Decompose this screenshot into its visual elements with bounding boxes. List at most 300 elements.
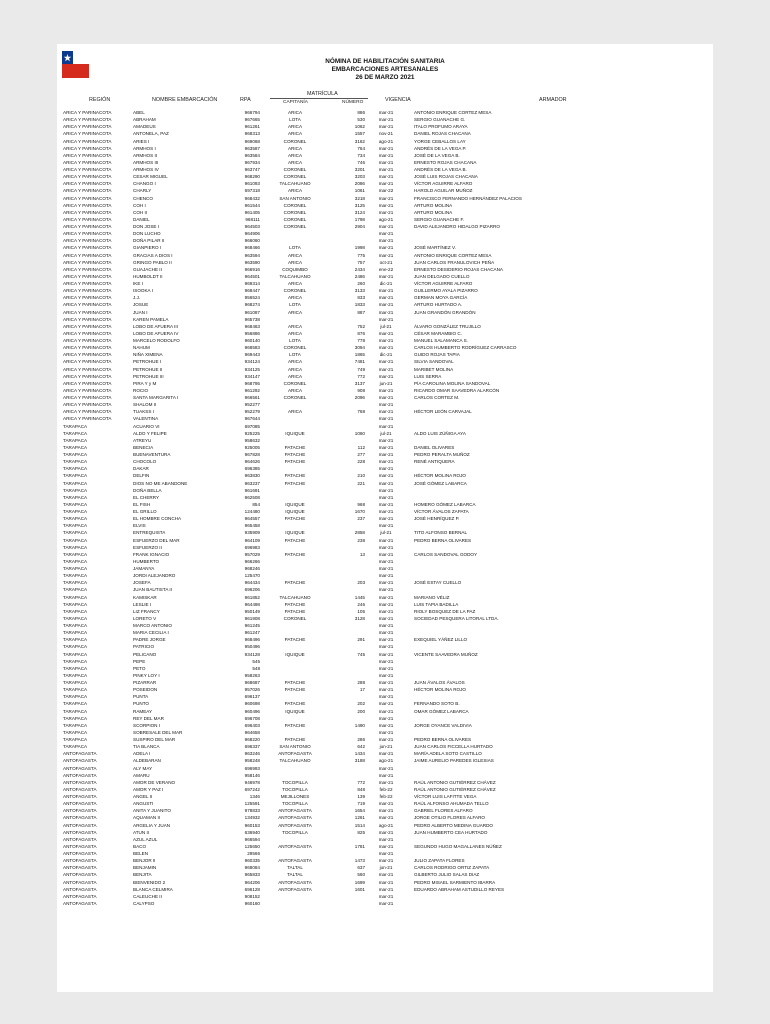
region-cell: ARICA Y PARINACOTA <box>63 245 112 251</box>
capitania-cell: TOCOPILLA <box>282 801 308 807</box>
rpa-cell: 963584 <box>244 152 260 158</box>
numero-cell: 237 <box>357 516 365 522</box>
table-row <box>57 544 713 551</box>
vigencia-cell: jul-21 <box>380 430 392 436</box>
vigencia-cell: mar-21 <box>378 423 394 429</box>
rpa-cell: 958263 <box>244 672 260 678</box>
table-row <box>57 843 713 850</box>
vigencia-cell: mar-21 <box>378 302 394 308</box>
table-row <box>57 601 713 608</box>
region-cell: ARICA Y PARINACOTA <box>63 188 112 194</box>
numero-cell: 1060 <box>354 430 365 436</box>
armador-cell: YORGE CEBALLOS LAY <box>414 138 466 144</box>
table-row <box>57 437 713 444</box>
nombre-cell: ENTREQUISTA <box>133 530 166 536</box>
rpa-cell: 965738 <box>244 316 260 322</box>
capitania-cell: CORONEL <box>283 224 307 229</box>
nombre-cell: ARGELIA Y JUAN <box>133 822 171 828</box>
region-cell: ARICA Y PARINACOTA <box>63 124 112 130</box>
vigencia-cell: mar-21 <box>378 836 394 842</box>
table-row <box>57 323 713 330</box>
armador-cell: HÉCTOR MOLINA ROJO <box>414 687 466 693</box>
numero-cell: 1557 <box>354 131 365 137</box>
table-row <box>57 387 713 394</box>
vigencia-cell: mar-21 <box>378 167 394 172</box>
rpa-cell: 935909 <box>244 530 260 536</box>
region-cell: ARICA Y PARINACOTA <box>63 167 112 172</box>
region-cell: ARICA Y PARINACOTA <box>63 138 112 144</box>
capitania-cell: CORONEL <box>283 202 307 208</box>
region-cell: ARICA Y PARINACOTA <box>63 266 112 272</box>
armador-cell: ERNESTO DESIDERIO ROJAS CHACANA <box>414 266 503 272</box>
vigencia-cell: jul-21 <box>380 323 392 329</box>
rpa-cell: 908152 <box>244 893 260 899</box>
numero-cell: 2086 <box>354 181 365 187</box>
nombre-cell: BIENVENIDO 2 <box>133 879 166 885</box>
table-row <box>57 152 713 159</box>
numero-cell: 2096 <box>354 395 365 400</box>
vigencia-cell: mar-21 <box>378 373 394 379</box>
nombre-cell: IKE I <box>133 281 143 286</box>
rpa-cell: 969314 <box>244 281 260 286</box>
capitania-cell: PATACHE <box>284 452 306 457</box>
nombre-cell: DIOS NO ME ABANDONE <box>133 480 188 486</box>
table-row <box>57 166 713 173</box>
region-cell: ARICA Y PARINACOTA <box>63 131 112 137</box>
table-row <box>57 230 713 237</box>
capitania-cell: ARICA <box>287 366 303 372</box>
vigencia-cell: mar-21 <box>378 665 394 671</box>
rpa-cell: 125591 <box>244 801 260 807</box>
table-row <box>57 487 713 494</box>
numero-cell: 3133 <box>354 288 365 294</box>
rpa-cell: 961544 <box>244 202 260 208</box>
region-cell: TARAPACA <box>63 566 88 571</box>
capitania-cell: LOTA <box>289 302 301 308</box>
armador-cell: PEDRO MISAEL SARMIENTO IBARRA <box>414 879 496 885</box>
rpa-cell: 968583 <box>244 345 260 351</box>
vigencia-cell: mar-21 <box>378 359 394 365</box>
capitania-cell: PATACHE <box>284 537 306 543</box>
vigencia-cell: mar-21 <box>378 701 394 707</box>
nombre-cell: JAMANYA <box>133 566 155 571</box>
rpa-cell: 968687 <box>244 680 260 685</box>
numero-cell: 3218 <box>354 195 365 201</box>
nombre-cell: SOBRESALE DEL MAR <box>133 729 183 735</box>
vigencia-cell: mar-21 <box>378 708 394 714</box>
table-row <box>57 893 713 900</box>
armador-cell: CARLOS RODRIGO ORTIZ ZAPATA <box>414 865 490 871</box>
table-row <box>57 708 713 715</box>
table-row <box>57 686 713 693</box>
nombre-cell: LIZ FRANCY <box>133 608 160 614</box>
nombre-cell: JORDI ALEJANDRO <box>133 573 176 579</box>
rpa-cell: 967665 <box>244 117 260 123</box>
nombre-cell: ABRAHAM <box>133 117 156 123</box>
nombre-cell: DON JOSE I <box>133 224 160 229</box>
rpa-cell: 134932 <box>244 815 260 821</box>
region-cell: ARICA Y PARINACOTA <box>63 259 112 265</box>
armador-cell: MARIBET MOLINA <box>414 366 454 372</box>
armador-cell: FRANCISCO FERNANDO HERNÁNDEZ PALACIOS <box>414 195 522 201</box>
table-row <box>57 757 713 764</box>
rpa-cell: 950496 <box>244 644 260 650</box>
armador-cell: MANUEL SALAMANCA S. <box>414 338 468 343</box>
nombre-cell: PADRE JORGE <box>133 637 166 643</box>
table-row <box>57 216 713 223</box>
armador-cell: JUAN HUMBERTO CEA HURTADO <box>414 829 488 835</box>
vigencia-cell: mar-21 <box>378 516 394 522</box>
table-row <box>57 480 713 487</box>
table-row <box>57 572 713 579</box>
nombre-cell: ARMHOS IV <box>133 167 159 172</box>
nombre-cell: COH I <box>133 202 146 208</box>
table-row <box>57 380 713 387</box>
table-row <box>57 394 713 401</box>
rpa-cell: 125650 <box>244 843 260 849</box>
vigencia-cell: mar-21 <box>378 580 394 586</box>
armador-cell: RAÚL ANTONIO GUTIÉRREZ CHÁVEZ <box>414 779 496 785</box>
rpa-cell: 961691 <box>244 487 260 493</box>
rpa-cell: 696128 <box>244 886 260 892</box>
nombre-cell: AMOR DE VERANO <box>133 779 176 785</box>
table-row <box>57 237 713 244</box>
numero-cell: 288 <box>357 680 365 685</box>
rpa-cell: 964498 <box>244 601 260 607</box>
armador-cell: GUIDO ROJAS TAPIA <box>414 352 460 358</box>
vigencia-cell: mar-21 <box>378 245 394 251</box>
nombre-cell: AMARU <box>133 772 150 778</box>
region-cell: ANTOFAGASTA <box>63 879 97 885</box>
numero-cell: 775 <box>357 252 365 258</box>
rpa-cell: 934128 <box>244 651 260 657</box>
region-cell: ANTOFAGASTA <box>63 893 97 899</box>
table-row <box>57 537 713 544</box>
capitania-cell: ARICA <box>287 409 303 415</box>
region-cell: ANTOFAGASTA <box>63 836 97 842</box>
rpa-cell: 696403 <box>244 722 260 728</box>
nombre-cell: ALDO Y FELIPE <box>133 430 167 436</box>
armador-cell: SERGIO GUANACHE F. <box>414 216 465 222</box>
armador-cell: MARÍA ADELA SOTO CASTILLO <box>414 751 482 757</box>
region-cell: TARAPACA <box>63 444 88 450</box>
region-cell: ANTOFAGASTA <box>63 808 97 814</box>
table-row <box>57 651 713 658</box>
table-row <box>57 123 713 130</box>
capitania-cell: SAN ANTONIO <box>279 195 311 201</box>
armador-cell: GUILLERMO AYALA PIZARRO <box>414 288 478 294</box>
nombre-cell: TUAKSS I <box>133 409 154 415</box>
nombre-cell: TIA BLANCA <box>133 744 160 750</box>
nombre-cell: ANTONELA, PAZ <box>133 131 169 137</box>
armador-cell: CARLOS SANDOVAL GODOY <box>414 551 478 557</box>
table-row <box>57 565 713 572</box>
table-row <box>57 301 713 308</box>
armador-cell: RICARDO OMAR SAAVEDRA ALARCÓN <box>414 387 500 393</box>
table-row <box>57 280 713 287</box>
region-cell: ARICA Y PARINACOTA <box>63 395 112 400</box>
table-row <box>57 223 713 230</box>
rpa-cell: 978833 <box>244 808 260 814</box>
nombre-cell: SUSPIRO DEL MAR <box>133 737 176 742</box>
region-cell: ANTOFAGASTA <box>63 794 97 799</box>
vigencia-cell: mar-21 <box>378 152 394 158</box>
armador-cell: RAÚL ALFONSO AHUMADA TELLO <box>414 801 489 807</box>
nombre-cell: HUMBERTO <box>133 558 160 564</box>
region-cell: TARAPACA <box>63 615 88 621</box>
vigencia-cell: mar-21 <box>378 145 394 151</box>
region-cell: TARAPACA <box>63 594 88 600</box>
table-row <box>57 814 713 821</box>
armador-cell: VÍCTOR ÁVALOS ZAPATA <box>414 509 469 514</box>
table-row <box>57 187 713 194</box>
numero-cell: 3125 <box>354 202 365 208</box>
numero-cell: 1434 <box>354 751 365 757</box>
capitania-cell: PATACHE <box>284 480 306 486</box>
nombre-cell: PEPE <box>133 658 146 664</box>
vigencia-cell: mar-21 <box>378 509 394 514</box>
vigencia-cell: mar-21 <box>378 117 394 123</box>
nombre-cell: CHENCO <box>133 195 153 201</box>
vigencia-cell: feb-22 <box>379 786 393 792</box>
vigencia-cell: mar-21 <box>378 623 394 628</box>
rpa-cell: 956886 <box>244 330 260 336</box>
numero-cell: 277 <box>357 452 365 457</box>
table-row <box>57 508 713 515</box>
rpa-cell: 960140 <box>244 338 260 343</box>
rpa-cell: 696385 <box>244 466 260 472</box>
numero-cell: 202 <box>357 701 365 707</box>
table-row <box>57 330 713 337</box>
vigencia-cell: mar-21 <box>378 729 394 735</box>
armador-cell: LUIS TAPIA BADILLA <box>414 601 459 607</box>
armador-cell: JOSÉ LUIS ROJAS CHACANA <box>414 174 478 180</box>
vigencia-cell: mar-21 <box>378 459 394 465</box>
rpa-cell: 966594 <box>244 836 260 842</box>
nombre-cell: ALY MAY <box>133 765 153 771</box>
numero-cell: 3128 <box>354 615 365 621</box>
numero-cell: 210 <box>357 473 365 479</box>
vigencia-cell: mar-21 <box>378 608 394 614</box>
nombre-cell: BENECIA <box>133 444 154 450</box>
rpa-cell: 961405 <box>244 209 260 215</box>
numero-cell: 228 <box>357 459 365 465</box>
table-row <box>57 159 713 166</box>
region-cell: ANTOFAGASTA <box>63 829 97 835</box>
capitania-cell: PATACHE <box>284 459 306 465</box>
nombre-cell: GRINGO PABLO II <box>133 259 172 265</box>
armador-cell: CÉSAR MARAMBIO C. <box>414 330 462 336</box>
rpa-cell: 968447 <box>244 288 260 294</box>
armador-cell: JOSÉ GÓMEZ LABARCA <box>414 480 467 486</box>
vigencia-cell: mar-21 <box>378 886 394 892</box>
vigencia-cell: mar-21 <box>378 273 394 279</box>
capitania-cell: ANTOFAGASTA <box>278 815 312 821</box>
armador-cell: PEDRO ALBERTO MEDINA GUARDO <box>414 822 493 828</box>
region-cell: ANTOFAGASTA <box>63 851 97 856</box>
table-row <box>57 401 713 408</box>
table-row <box>57 465 713 472</box>
nombre-cell: GRACIAS A DIOS I <box>133 252 173 258</box>
rpa-cell: 854 <box>252 501 260 507</box>
nombre-cell: ABEL <box>133 110 145 115</box>
vigencia-cell: mar-21 <box>378 651 394 657</box>
rpa-cell: 696137 <box>244 694 260 700</box>
table-row <box>57 658 713 665</box>
numero-cell: 1261 <box>354 815 365 821</box>
numero-cell: 1061 <box>354 188 365 194</box>
table-row <box>57 209 713 216</box>
armador-cell: DANIEL OLIVARES <box>414 444 455 450</box>
nombre-cell: REY DEL MAR <box>133 715 164 721</box>
numero-cell: 221 <box>357 480 365 486</box>
rpa-cell: 966266 <box>244 558 260 564</box>
armador-cell: JULIO ZAPATA FLORES <box>414 858 465 864</box>
rpa-cell: 957026 <box>244 687 260 693</box>
armador-cell: RIOLY BOSQUEZ DE LA PAZ <box>414 608 476 614</box>
vigencia-cell: mar-21 <box>378 808 394 814</box>
capitania-cell: ARICA <box>287 359 303 365</box>
column-header-rpa: RPA <box>240 97 251 103</box>
region-cell: TARAPACA <box>63 687 88 693</box>
vigencia-cell: mar-21 <box>378 879 394 885</box>
table-row <box>57 665 713 672</box>
nombre-cell: BUENAVENTURA <box>133 452 171 457</box>
region-cell: ARICA Y PARINACOTA <box>63 345 112 351</box>
nombre-cell: AMOR Y PAZ I <box>133 786 164 792</box>
capitania-cell: LOTA <box>289 338 301 343</box>
region-cell: ARICA Y PARINACOTA <box>63 295 112 301</box>
vigencia-cell: mar-21 <box>378 615 394 621</box>
capitania-cell: PATACHE <box>284 608 306 614</box>
vigencia-cell: mar-21 <box>378 872 394 878</box>
nombre-cell: PATRICIO <box>133 644 155 650</box>
vigencia-cell: jun-21 <box>379 744 393 750</box>
armador-cell: DAVID ALEJANDRO HIDALGO PIZARRO <box>414 224 500 229</box>
rpa-cell: 964658 <box>244 729 260 735</box>
nombre-cell: PELICANO <box>133 651 157 657</box>
capitania-cell: COQUIMBO <box>282 266 308 272</box>
numero-cell: 3162 <box>354 138 365 144</box>
nombre-cell: LORETO V <box>133 615 157 621</box>
numero-cell: 825 <box>357 829 365 835</box>
nombre-cell: PETROHUE I <box>133 359 162 365</box>
table-row <box>57 622 713 629</box>
capitania-cell: ARICA <box>287 188 303 194</box>
nomina-table <box>57 109 713 907</box>
table-row <box>57 195 713 202</box>
nombre-cell: ESFUERZO II <box>133 544 162 550</box>
table-row <box>57 608 713 615</box>
nombre-cell: POSEIDON <box>133 687 158 693</box>
numero-cell: 764 <box>357 145 365 151</box>
nombre-cell: DON LUCHO <box>133 231 161 237</box>
rpa-cell: 963246 <box>244 751 260 757</box>
region-cell: ARICA Y PARINACOTA <box>63 316 112 322</box>
region-cell: TARAPACA <box>63 701 88 707</box>
capitania-cell: PATACHE <box>284 637 306 643</box>
vigencia-cell: mar-22 <box>378 188 394 194</box>
armador-cell: ALDO LUIS ZÚÑIGA AYA <box>414 430 466 436</box>
rpa-cell: 636940 <box>244 829 260 835</box>
armador-cell: ARTURO MOLINA <box>414 209 453 215</box>
capitania-cell: TALCAHUANO <box>279 594 311 600</box>
nombre-cell: J.J. <box>133 295 141 301</box>
column-header-vigencia: VIGENCIA <box>385 97 411 103</box>
region-cell: TARAPACA <box>63 537 88 543</box>
armador-cell: ANDRÉS DE LA VEGA P. <box>414 145 467 151</box>
numero-cell: 3203 <box>354 174 365 180</box>
rpa-cell: 961245 <box>244 623 260 628</box>
numero-cell: 2904 <box>354 224 365 229</box>
capitania-cell: IQUIQUE <box>285 708 305 714</box>
rpa-cell: 966060 <box>244 238 260 244</box>
vigencia-cell: ago-21 <box>378 758 394 764</box>
region-cell: ANTOFAGASTA <box>63 822 97 828</box>
region-cell: ARICA Y PARINACOTA <box>63 330 112 336</box>
numero-cell: 876 <box>357 330 365 336</box>
region-cell: ARICA Y PARINACOTA <box>63 416 112 422</box>
rpa-cell: 965833 <box>244 872 260 878</box>
numero-cell: 17 <box>359 687 365 693</box>
nombre-cell: SANTA MARGARITA I <box>133 395 179 400</box>
rpa-cell: 961852 <box>244 594 260 600</box>
vigencia-cell: mar-21 <box>378 715 394 721</box>
armador-cell: JUAN CARLOS FRANULOVICH PEÑA <box>414 259 495 265</box>
capitania-cell: TOCOPILLA <box>282 786 308 792</box>
rpa-cell: 967644 <box>244 416 260 422</box>
table-row <box>57 693 713 700</box>
region-cell: ARICA Y PARINACOTA <box>63 117 112 123</box>
numero-cell: 3188 <box>354 758 365 764</box>
rpa-cell: 961261 <box>244 124 260 130</box>
armador-cell: SEGUNDO HUGO MAGALLANES NÚÑEZ <box>414 843 502 849</box>
table-row <box>57 679 713 686</box>
nombre-cell: ROCIO <box>133 387 149 393</box>
vigencia-cell: mar-21 <box>378 829 394 835</box>
capitania-cell: ARICA <box>287 159 303 165</box>
armador-cell: SILVIA SANDOVAL <box>414 359 454 365</box>
region-cell: ARICA Y PARINACOTA <box>63 288 112 294</box>
rpa-cell: 963590 <box>244 259 260 265</box>
capitania-cell: TALTAL <box>287 872 303 878</box>
region-cell: ARICA Y PARINACOTA <box>63 281 112 286</box>
table-row <box>57 501 713 508</box>
rpa-cell: 964501 <box>244 273 260 279</box>
nombre-cell: ARMHOS I <box>133 145 156 151</box>
numero-cell: 1998 <box>354 245 365 251</box>
capitania-cell: ARICA <box>287 259 303 265</box>
numero-cell: 1833 <box>354 302 365 308</box>
armador-cell: JOSÉ ESTAY CUELLO <box>414 580 462 586</box>
vigencia-cell: mar-21 <box>378 437 394 443</box>
rpa-cell: 963830 <box>244 473 260 479</box>
region-cell: ARICA Y PARINACOTA <box>63 409 112 415</box>
armador-cell: JOSÉ HENRÍQUEZ P. <box>414 516 460 522</box>
numero-cell: 112 <box>357 444 365 450</box>
table-row <box>57 586 713 593</box>
vigencia-cell: mar-21 <box>378 722 394 728</box>
document-date: 26 DE MARZO 2021 <box>355 74 415 81</box>
vigencia-cell: mar-21 <box>378 452 394 457</box>
nombre-cell: NIÑA XIMENA <box>133 352 163 358</box>
numero-cell: 757 <box>357 259 365 265</box>
column-header-capitania: CAPITANÍA <box>283 100 308 105</box>
numero-cell: 1781 <box>354 843 365 849</box>
region-cell: TARAPACA <box>63 494 88 500</box>
capitania-cell: IQUIQUE <box>285 530 305 536</box>
rpa-cell: 962508 <box>244 494 260 500</box>
